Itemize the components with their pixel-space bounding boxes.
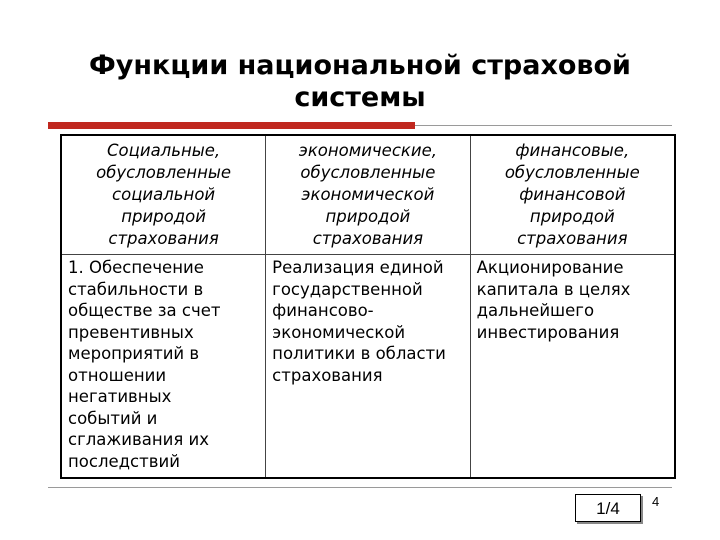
header-social-text: Социальные, обусловленные социальной природой страхования	[96, 141, 232, 248]
header-cell-financial	[470, 135, 675, 255]
table-header-row	[61, 135, 675, 255]
economic-function-text: Реализация единой государственной финансово- экономической политики в области страхования	[272, 258, 446, 385]
body-cell-financial	[470, 255, 675, 479]
page-indicator[interactable]	[575, 494, 641, 522]
header-cell-economic	[266, 135, 470, 255]
body-cell-social	[61, 255, 266, 479]
slide-title: Функции национальной страховой системы	[89, 50, 631, 113]
table-row	[61, 255, 675, 479]
functions-table	[60, 134, 676, 479]
accent-bar	[48, 122, 415, 129]
header-economic-text: экономические, обусловленные экономической природой страхования	[298, 141, 437, 248]
financial-function-text: Акционирование капитала в целях дальнейшего инвестирования	[476, 258, 631, 342]
header-cell-social	[61, 135, 266, 255]
slide-number: 4	[652, 494, 660, 509]
bottom-divider	[48, 487, 672, 488]
header-financial-text: финансовые, обусловленные финансовой природой страхования	[504, 141, 640, 248]
page-indicator-label: 1/4	[596, 499, 620, 518]
body-cell-economic	[266, 255, 470, 479]
social-function-text: 1. Обеспечение стабильности в обществе за счет превентивных мероприятий в отношении негативных событий и сглаживания их последствий	[68, 258, 221, 471]
